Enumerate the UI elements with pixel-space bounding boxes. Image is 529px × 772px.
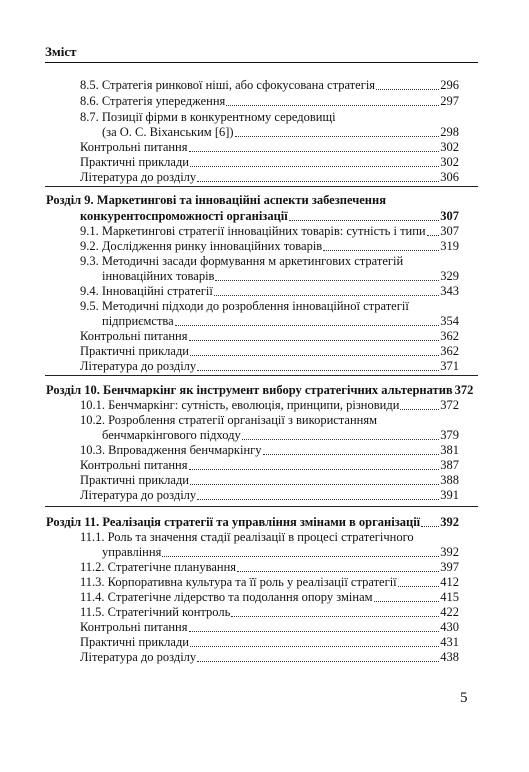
toc-entry-11-4[interactable]: 11.4. Стратегічне лідерство та подолання опору змінам 415: [80, 590, 459, 604]
toc-entry-9-1[interactable]: 9.1. Маркетингові стратегії інноваційних товарів: сутність і типи 307: [80, 224, 459, 238]
toc-entry-practical-examples-11[interactable]: Практичні приклади 431: [80, 635, 459, 649]
toc-entry-8-7[interactable]: (за О. С. Віханським [6]) 298: [102, 125, 459, 139]
toc-entry-9-3-line1[interactable]: 9.3. Методичні засади формування м аркетингових стратегій: [80, 254, 404, 268]
section-divider: [45, 506, 478, 507]
toc-entry-8-5[interactable]: 8.5. Стратегія ринкової ніші, або сфокусована стратегія 296: [80, 78, 459, 92]
toc-entry-11-1[interactable]: управління 392: [102, 545, 459, 559]
section-divider: [45, 186, 478, 187]
toc-entry-literature-8[interactable]: Література до розділу 306: [80, 170, 459, 184]
toc-entry-11-3[interactable]: 11.3. Корпоративна культура та її роль у реалізації стратегії 412: [80, 575, 459, 589]
toc-entry-9-4[interactable]: 9.4. Інноваційні стратегії 343: [80, 284, 459, 298]
toc-entry-8-6[interactable]: 8.6. Стратегія упередження 297: [80, 94, 459, 108]
toc-chapter-11[interactable]: Розділ 11. Реалізація стратегії та управління змінами в організації 392: [46, 515, 459, 529]
toc-entry-11-5[interactable]: 11.5. Стратегічний контроль 422: [80, 605, 459, 619]
toc-chapter-9-line1[interactable]: Розділ 9. Маркетингові та інноваційні аспекти забезпечення: [46, 193, 386, 207]
toc-entry-literature-9[interactable]: Література до розділу 371: [80, 359, 459, 373]
page-header-title: Зміст: [45, 44, 77, 59]
toc-entry-9-2[interactable]: 9.2. Дослідження ринку інноваційних товарів 319: [80, 239, 459, 253]
toc-entry-literature-10[interactable]: Література до розділу 391: [80, 488, 459, 502]
toc-entry-practical-examples-9[interactable]: Практичні приклади 362: [80, 344, 459, 358]
header-rule: [45, 62, 478, 63]
toc-entry-11-1-line1[interactable]: 11.1. Роль та значення стадії реалізації в процесі стратегічного: [80, 530, 414, 544]
toc-entry-10-2-line1[interactable]: 10.2. Розроблення стратегії організації з використанням: [80, 413, 378, 427]
toc-entry-10-1[interactable]: 10.1. Бенчмаркінг: сутність, еволюція, принципи, різновиди 372: [80, 398, 459, 412]
toc-entry-practical-examples-10[interactable]: Практичні приклади 388: [80, 473, 459, 487]
page-number: 5: [460, 690, 468, 706]
toc-entry-practical-examples-8[interactable]: Практичні приклади 302: [80, 155, 459, 169]
toc-entry-control-questions-10[interactable]: Контрольні питання 387: [80, 458, 459, 472]
toc-entry-9-3[interactable]: інноваційних товарів 329: [102, 269, 459, 283]
toc-entry-10-3[interactable]: 10.3. Впровадження бенчмаркінгу 381: [80, 443, 459, 457]
toc-entry-8-7-line1[interactable]: 8.7. Позиції фірми в конкурентному середовищі: [80, 110, 336, 124]
toc-entry-control-questions-8[interactable]: Контрольні питання 302: [80, 140, 459, 154]
toc-entry-9-5-line1[interactable]: 9.5. Методичні підходи до розроблення інноваційної стратегії: [80, 299, 409, 313]
toc-entry-literature-11[interactable]: Література до розділу 438: [80, 650, 459, 664]
toc-entry-9-5[interactable]: підприємства 354: [102, 314, 459, 328]
section-divider: [45, 375, 478, 376]
toc-chapter-10[interactable]: Розділ 10. Бенчмаркінг як інструмент вибору стратегічних альтернатив 372: [46, 383, 474, 397]
toc-entry-11-2[interactable]: 11.2. Стратегічне планування 397: [80, 560, 459, 574]
toc-entry-control-questions-9[interactable]: Контрольні питання 362: [80, 329, 459, 343]
toc-entry-control-questions-11[interactable]: Контрольні питання 430: [80, 620, 459, 634]
toc-chapter-9[interactable]: конкурентоспроможності організації 307: [80, 209, 459, 223]
toc-entry-10-2[interactable]: бенчмаркінгового підходу 379: [102, 428, 459, 442]
